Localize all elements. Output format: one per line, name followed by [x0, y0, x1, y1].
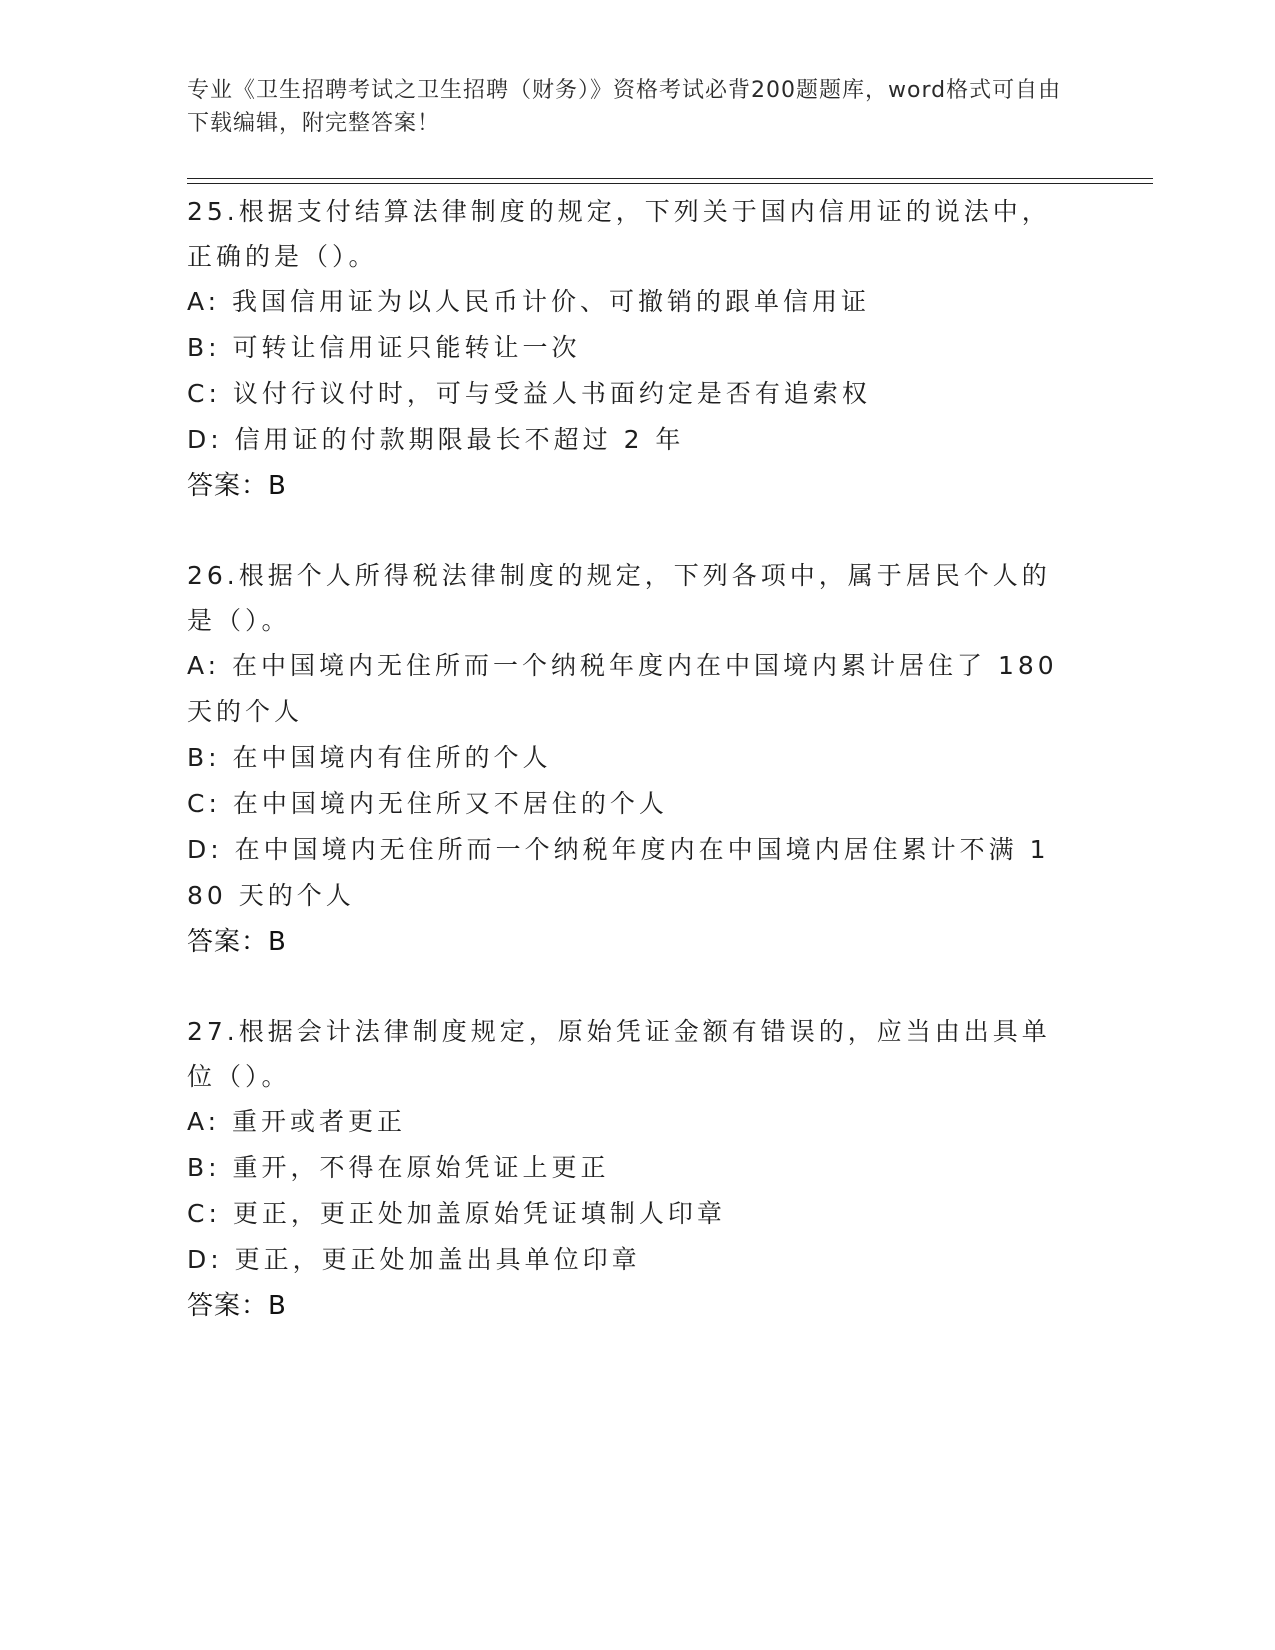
- option-b: B: 在中国境内有住所的个人: [187, 743, 552, 772]
- answer-label: 答案：B: [187, 927, 287, 957]
- option-a: A: 我国信用证为以人民币计价、可撤销的跟单信用证: [187, 287, 871, 316]
- option-d: D: 在中国境内无住所而一个纳税年度内在中国境内居住累计不满 180 天的个人: [187, 835, 1050, 910]
- question-27: [187, 1009, 1067, 1329]
- option-d: D: 更正，更正处加盖出具单位印章: [187, 1245, 641, 1274]
- option-c: C: 议付行议付时，可与受益人书面约定是否有追索权: [187, 379, 871, 408]
- question-stem: 26.根据个人所得税法律制度的规定，下列各项中，属于居民个人的是（）。: [187, 561, 1051, 635]
- document-header: 专业《卫生招聘考试之卫生招聘（财务）》资格考试必背200题题库，word格式可自由下载编辑，附完整答案！: [187, 78, 1062, 136]
- question-25: [187, 189, 1067, 509]
- question-stem: 27.根据会计法律制度规定，原始凭证金额有错误的，应当由出具单位（）。: [187, 1017, 1051, 1091]
- answer-label: 答案：B: [187, 471, 287, 501]
- option-a: A: 在中国境内无住所而一个纳税年度内在中国境内累计居住了 180 天的个人: [187, 651, 1070, 726]
- question-26: [187, 553, 1070, 965]
- option-b: B: 重开，不得在原始凭证上更正: [187, 1153, 610, 1182]
- header-divider: [187, 183, 1153, 184]
- option-c: C: 更正，更正处加盖原始凭证填制人印章: [187, 1199, 726, 1228]
- option-b: B: 可转让信用证只能转让一次: [187, 333, 581, 362]
- answer-label: 答案：B: [187, 1291, 287, 1321]
- question-stem: 25.根据支付结算法律制度的规定，下列关于国内信用证的说法中，正确的是（）。: [187, 197, 1051, 271]
- option-d: D: 信用证的付款期限最长不超过 2 年: [187, 425, 685, 454]
- option-c: C: 在中国境内无住所又不居住的个人: [187, 789, 668, 818]
- option-a: A: 重开或者更正: [187, 1107, 407, 1136]
- header-divider: [187, 178, 1153, 179]
